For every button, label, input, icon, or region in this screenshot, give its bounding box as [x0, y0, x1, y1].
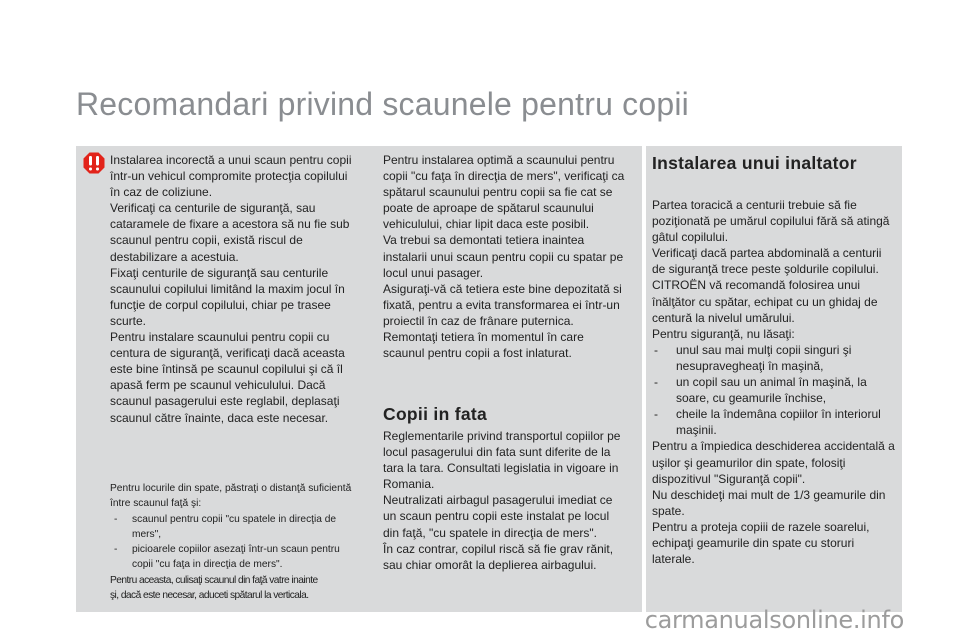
paragraph: Pentru instalare scaunului pentru copii cu centura de siguranţă, verificaţi dacă aceasta este bine întinsă pe scaunul copilului şi că îl apasă ferm pe scaunul vehiculului. Dacă scaunul pasagerului este reglabil, deplasaţi scaunul către înainte, daca este necesar. [110, 330, 345, 425]
list-item-text: unul sau mai mulţi copii singuri şi nesupravegheaţi în maşină, [676, 342, 852, 373]
column-1-text [110, 152, 355, 426]
bullet-dash: - [654, 342, 658, 357]
section-heading-inaltator: Instalarea unui inaltator [652, 153, 857, 173]
bullet-dash: - [114, 544, 118, 556]
list-item [652, 374, 898, 406]
paragraph: Reglementarile privind transportul copiilor pe locul pasagerului din fata sunt diferite de la tara la tara. Consultati legislatia in vigoare in Romania. [383, 429, 621, 492]
note-intro: Pentru locurile din spate, păstraţi o distanţă suficientă între scaunul faţă şi: [110, 483, 352, 510]
column-2-section-text [383, 428, 628, 573]
paragraph: Partea toracică a centurii trebuie să fie poziţionată pe umărul copilului fără să atingă gâtul copilului. [652, 198, 890, 245]
bullet-dash: - [654, 407, 658, 422]
page-title: Recomandari privind scaunele pentru copii [76, 86, 689, 122]
bullet-dash: - [654, 375, 658, 390]
paragraph: Instalarea incorectă a unui scaun pentru copii într-un vehicul compromite protecţia copilului în caz de coliziune. [110, 153, 352, 200]
paragraph: În caz contrar, copilul riscă să fie grav rănit, sau chiar omorât la deplierea airbagului. [383, 541, 614, 572]
watermark-text: carmanualsonline.info [644, 606, 904, 634]
paragraph: Neutralizati airbagul pasagerului imediat ce un scaun pentru copii este instalat pe locul din faţă, "cu spatele in direcţia de mers". [383, 493, 613, 540]
bullet-dash: - [114, 513, 118, 525]
note-bullet [110, 542, 355, 573]
column-2-text [383, 152, 628, 361]
paragraph: Verificaţi ca centurile de siguranţă, sau cataramele de fixare a acestora să nu fie sub scaunul pentru copii, există riscul de destabilizare a acestuia. [110, 201, 350, 264]
exclamation-warning-icon [83, 152, 105, 174]
paragraph: Pentru a proteja copiii de razele soarelui, echipaţi geamurile din spate cu storuri laterale. [652, 519, 870, 567]
paragraph: Fixaţi centurile de siguranţă sau centurile scaunului copilului limitând la maxim jocul în funcţie de corpul copilului, chiar pe trasee scurte. [110, 265, 345, 328]
note-end-line: şi, dacă este necesar, aduceti spătarul la verticala. [110, 590, 309, 602]
list-item [652, 342, 898, 374]
paragraph: CITROËN vă recomandă folosirea unui înălţător cu spătar, echipat cu un ghidaj de centură la nivelul umărului. [652, 278, 878, 325]
paragraph: Verificaţi dacă partea abdominală a centurii de siguranţă trece peste şoldurile copilului. [652, 246, 882, 277]
paragraph: Asiguraţi-vă că tetiera este bine depozitată si fixată, pentru a evita transformarea ei într-un proiectil în caz de frânare puternica. [383, 281, 622, 328]
section-heading-copii-in-fata: Copii in fata [383, 404, 488, 424]
paragraph: Pentru a împiedica deschiderea accidentală a uşilor şi geamurilor din spate, folosiţi dispozitivul "Siguranţă copii". [652, 439, 895, 486]
note-bullet-text: picioarele copiilor asezaţi într-un scaun pentru copii "cu faţa in direcţia de mers". [132, 544, 340, 571]
paragraph: Pentru siguranţă, nu lăsaţi: [652, 326, 795, 341]
note-bullet-text: scaunul pentru copii "cu spatele in direcţia de mers", [132, 513, 337, 540]
paragraph: Va trebui sa demontati tetiera inaintea instalarii unui scaun pentru copii cu spatar pe locul unui pasager. [383, 233, 624, 280]
rear-seat-note [110, 481, 355, 603]
column-3-text [652, 197, 898, 567]
list-item [652, 406, 898, 438]
note-end-line: Pentru aceasta, culisaţi scaunul din faţă vatre inainte [110, 574, 318, 586]
paragraph: Nu deschideţi mai mult de 1/3 geamurile din spate. [652, 487, 886, 518]
list-item-text: un copil sau un animal în maşină, la soare, cu geamurile închise, [676, 375, 867, 406]
note-bullet [110, 512, 355, 543]
list-item-text: cheile la îndemâna copiilor în interiorul maşinii. [676, 407, 881, 438]
paragraph: Pentru instalarea optimă a scaunului pentru copii "cu faţa în direcţia de mers", verificaţi ca spătarul scaunului pentru copii sa fie cat se poate de aproape de spătarul scaunului vehiculului, chiar lipit daca este posibil. [383, 153, 625, 232]
paragraph: Remontaţi tetiera în momentul în care scaunul pentru copii a fost inlaturat. [383, 330, 584, 361]
